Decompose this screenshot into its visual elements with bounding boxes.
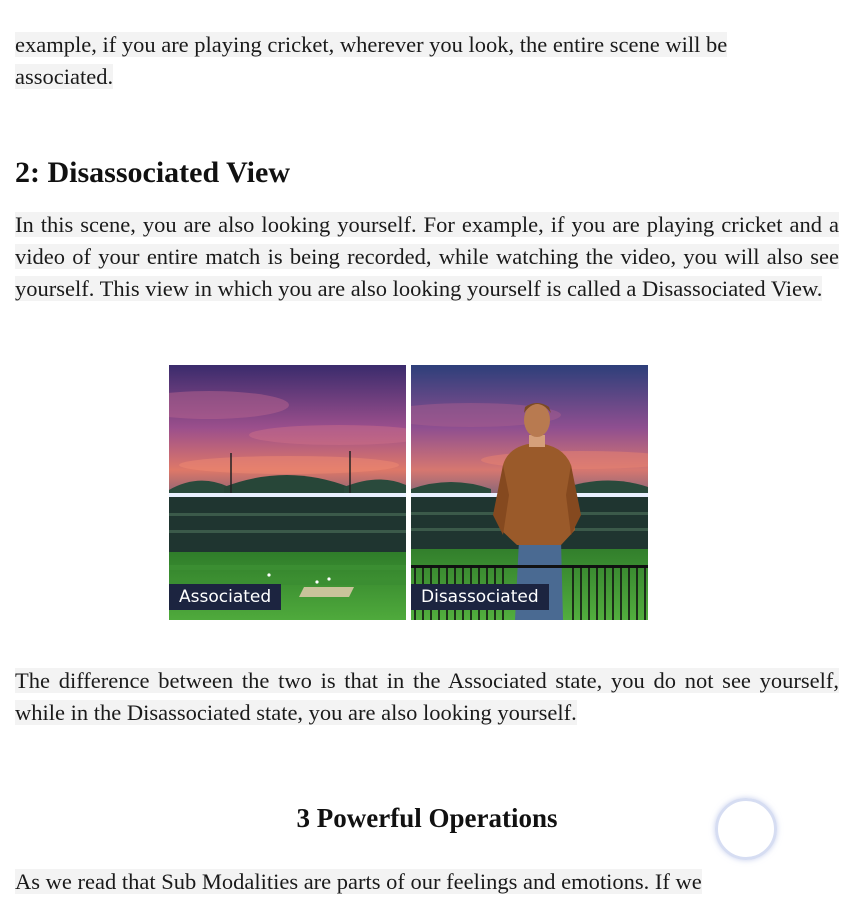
paragraph-text: The difference between the two is that in the Associated state, you do not see yourself, while in the Disassociated state, you are also looking yourself. [15, 668, 839, 725]
disassociated-image [411, 365, 648, 620]
paragraph-text: As we read that Sub Modalities are parts of our feelings and emotions. If we [15, 869, 702, 894]
circle-icon[interactable] [715, 798, 777, 860]
paragraph-intro-end [15, 29, 839, 93]
disassociated-caption: Disassociated [411, 584, 549, 610]
comparison-figure [169, 365, 648, 620]
heading-disassociated-view: 2: Disassociated View [15, 156, 290, 189]
paragraph-sub-modalities [15, 866, 839, 898]
paragraph-line: example, if you are playing cricket, wherever you look, the entire scene will be [15, 32, 728, 57]
stadium-illustration [169, 365, 406, 620]
associated-caption: Associated [169, 584, 281, 610]
spectator-illustration [411, 365, 648, 620]
heading-powerful-operations: 3 Powerful Operations [296, 803, 558, 833]
associated-image [169, 365, 406, 620]
paragraph-disassociated [15, 209, 839, 305]
paragraph-difference [15, 665, 839, 729]
paragraph-line: associated. [15, 64, 114, 89]
paragraph-text: In this scene, you are also looking yourself. For example, if you are playing cricket and a video of your entire match is being recorded, while watching the video, you will also see yourself. This view in which you are also looking yourself is called a Disassociated View. [15, 212, 839, 301]
